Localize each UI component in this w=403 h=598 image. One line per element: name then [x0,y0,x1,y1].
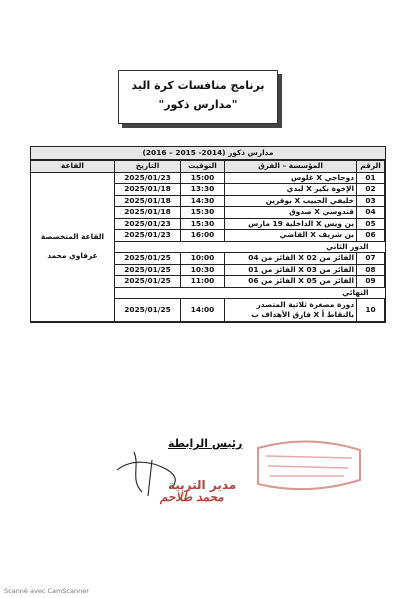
match-date: 2025/01/25 [115,299,181,322]
match-time: 10:00 [181,253,225,265]
match-time: 15:30 [181,207,225,219]
match-teams: الفائز من 05 X الفائز من 06 [225,276,357,288]
match-time: 16:00 [181,230,225,242]
match-num: 07 [357,253,385,265]
match-date: 2025/01/25 [115,264,181,276]
match-num: 03 [357,195,385,207]
match-num: 05 [357,218,385,230]
official-stamp [248,440,368,500]
header-num: الرقم [357,161,385,173]
header-venue: القاعة [31,161,115,173]
match-num: 10 [357,299,385,322]
final-teams-line1: دورة مصغرة ثلاثية المتصدر [256,300,354,309]
match-date: 2025/01/23 [115,230,181,242]
match-teams: دوحاجي X غلوس [225,172,357,184]
match-num: 09 [357,276,385,288]
venue-name: القاعة المتخصصة [40,232,105,242]
table-row [31,172,385,184]
match-date: 2025/01/25 [115,276,181,288]
match-num: 01 [357,172,385,184]
final-label: النهائي [115,287,385,299]
signature-title: رئيس الرابطة [168,437,243,450]
scanner-footer: Scanné avec CamScanner [4,587,89,595]
match-date: 2025/01/25 [115,253,181,265]
venue-cell [31,172,115,322]
match-teams: الإخوة بكير X لبدي [225,184,357,196]
match-time: 13:30 [181,184,225,196]
schedule-table [30,146,386,323]
document-subtitle: "مدارس ذكور" [158,98,238,111]
match-time: 11:00 [181,276,225,288]
match-num: 04 [357,207,385,219]
match-num: 02 [357,184,385,196]
match-date: 2025/01/18 [115,195,181,207]
round2-label: الدور الثاني [115,241,385,253]
director-name: محمد طلاحم [160,490,224,504]
match-time: 14:00 [181,299,225,322]
match-num: 08 [357,264,385,276]
match-teams: قندوسي X صدوق [225,207,357,219]
match-num: 06 [357,230,385,242]
header-date: التاريخ [115,161,181,173]
match-date: 2025/01/18 [115,207,181,219]
header-time: التوقيت [181,161,225,173]
match-teams: الفائز من 02 X الفائز من 04 [225,253,357,265]
final-teams [225,299,357,322]
match-time: 15:00 [181,172,225,184]
venue-name-2: عرفاوي محمد [47,250,98,260]
match-teams: بن ويس X الداخلية 19 مارس [225,218,357,230]
match-teams: خليفي الحبيب X بوقرين [225,195,357,207]
document-title-box [118,70,278,124]
match-time: 10:30 [181,264,225,276]
match-time: 15:30 [181,218,225,230]
document-title: برنامج منافسات كرة اليد [131,79,265,92]
match-date: 2025/01/23 [115,218,181,230]
match-teams: الفائز من 03 X الفائز من 01 [225,264,357,276]
schedule-grid [30,160,385,322]
header-row [31,161,385,173]
header-teams: المؤسسة – الفرق [225,161,357,173]
schedule-caption: مدارس ذكور (2014- 2015 – 2016) [31,147,385,160]
match-date: 2025/01/18 [115,184,181,196]
match-date: 2025/01/23 [115,172,181,184]
match-time: 14:30 [181,195,225,207]
final-teams-line2: بالنقاط أ X فارق الأهداف ب [251,310,354,319]
director-title: مدير التربية [168,478,237,492]
match-teams: بن شريف X القاضي [225,230,357,242]
